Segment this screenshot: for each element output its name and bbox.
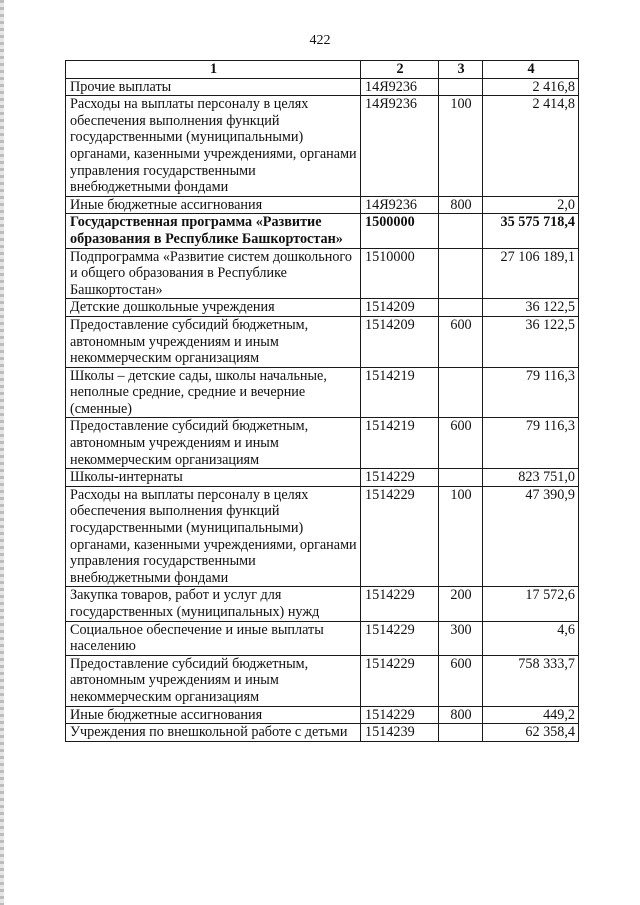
table-header-row xyxy=(66,61,579,79)
row-name: Школы – детские сады, школы начальные, неполные средние, средние и вечерние (сменные) xyxy=(66,367,361,418)
row-code: 1514229 xyxy=(361,621,439,655)
table-row xyxy=(66,621,579,655)
row-amount: 27 106 189,1 xyxy=(483,248,579,299)
table-row xyxy=(66,587,579,621)
row-amount: 36 122,5 xyxy=(483,299,579,317)
row-name: Школы-интернаты xyxy=(66,469,361,487)
row-expense-type: 800 xyxy=(439,706,483,724)
row-code: 1514229 xyxy=(361,486,439,587)
row-amount: 17 572,6 xyxy=(483,587,579,621)
row-expense-type: 100 xyxy=(439,96,483,197)
row-expense-type xyxy=(439,248,483,299)
row-expense-type: 600 xyxy=(439,418,483,469)
row-name: Социальное обеспечение и иные выплаты населению xyxy=(66,621,361,655)
table-row xyxy=(66,418,579,469)
row-code: 1514229 xyxy=(361,706,439,724)
row-expense-type: 200 xyxy=(439,587,483,621)
row-amount: 4,6 xyxy=(483,621,579,655)
table-row xyxy=(66,706,579,724)
row-amount: 62 358,4 xyxy=(483,724,579,742)
row-name: Иные бюджетные ассигнования xyxy=(66,196,361,214)
table-row xyxy=(66,316,579,367)
row-name: Детские дошкольные учреждения xyxy=(66,299,361,317)
row-expense-type: 600 xyxy=(439,655,483,706)
row-name: Закупка товаров, работ и услуг для государственных (муниципальных) нужд xyxy=(66,587,361,621)
table-row xyxy=(66,196,579,214)
row-name: Подпрограмма «Развитие систем дошкольного и общего образования в Республике Башкортостан» xyxy=(66,248,361,299)
table-row xyxy=(66,248,579,299)
column-header-2: 2 xyxy=(361,61,439,79)
row-code: 1514209 xyxy=(361,299,439,317)
table-row xyxy=(66,655,579,706)
row-code: 1514209 xyxy=(361,316,439,367)
row-code: 14Я9236 xyxy=(361,78,439,96)
row-expense-type: 600 xyxy=(439,316,483,367)
row-name: Предоставление субсидий бюджетным, автономным учреждениям и иным некоммерческим организациям xyxy=(66,655,361,706)
budget-table-body xyxy=(66,61,579,742)
row-amount: 758 333,7 xyxy=(483,655,579,706)
row-name: Государственная программа «Развитие образования в Республике Башкортостан» xyxy=(66,214,361,248)
row-code: 1500000 xyxy=(361,214,439,248)
row-expense-type: 100 xyxy=(439,486,483,587)
table-row xyxy=(66,486,579,587)
row-amount: 36 122,5 xyxy=(483,316,579,367)
row-amount: 79 116,3 xyxy=(483,367,579,418)
row-name: Иные бюджетные ассигнования xyxy=(66,706,361,724)
row-expense-type: 300 xyxy=(439,621,483,655)
row-amount: 449,2 xyxy=(483,706,579,724)
row-expense-type: 800 xyxy=(439,196,483,214)
row-amount: 2 416,8 xyxy=(483,78,579,96)
row-name: Предоставление субсидий бюджетным, автономным учреждениям и иным некоммерческим организациям xyxy=(66,418,361,469)
row-code: 1514219 xyxy=(361,367,439,418)
row-expense-type xyxy=(439,78,483,96)
table-row xyxy=(66,78,579,96)
table-row xyxy=(66,299,579,317)
row-name: Расходы на выплаты персоналу в целях обеспечения выполнения функций государственными (муниципальными) органами, казенными учреждениями, органами управления государственными внебюджетными фондами xyxy=(66,486,361,587)
row-expense-type xyxy=(439,367,483,418)
table-row xyxy=(66,96,579,197)
row-code: 14Я9236 xyxy=(361,196,439,214)
row-amount: 2,0 xyxy=(483,196,579,214)
row-code: 1514219 xyxy=(361,418,439,469)
row-name: Расходы на выплаты персоналу в целях обеспечения выполнения функций государственными (муниципальными) органами, казенными учреждениями, органами управления государственными внебюджетными фондами xyxy=(66,96,361,197)
table-row xyxy=(66,469,579,487)
row-amount: 2 414,8 xyxy=(483,96,579,197)
row-code: 1510000 xyxy=(361,248,439,299)
budget-table xyxy=(65,60,579,742)
row-code: 1514229 xyxy=(361,655,439,706)
table-row xyxy=(66,214,579,248)
row-amount: 79 116,3 xyxy=(483,418,579,469)
row-code: 1514229 xyxy=(361,469,439,487)
column-header-4: 4 xyxy=(483,61,579,79)
row-amount: 35 575 718,4 xyxy=(483,214,579,248)
table-row xyxy=(66,724,579,742)
row-expense-type xyxy=(439,724,483,742)
row-code: 1514229 xyxy=(361,587,439,621)
column-header-1: 1 xyxy=(66,61,361,79)
row-name: Учреждения по внешкольной работе с детьми xyxy=(66,724,361,742)
row-code: 14Я9236 xyxy=(361,96,439,197)
page-number: 422 xyxy=(309,33,331,48)
scan-edge xyxy=(0,0,4,905)
row-amount: 47 390,9 xyxy=(483,486,579,587)
row-name: Предоставление субсидий бюджетным, автономным учреждениям и иным некоммерческим организациям xyxy=(66,316,361,367)
row-expense-type xyxy=(439,214,483,248)
row-expense-type xyxy=(439,469,483,487)
row-expense-type xyxy=(439,299,483,317)
table-row xyxy=(66,367,579,418)
column-header-3: 3 xyxy=(439,61,483,79)
row-amount: 823 751,0 xyxy=(483,469,579,487)
row-name: Прочие выплаты xyxy=(66,78,361,96)
row-code: 1514239 xyxy=(361,724,439,742)
